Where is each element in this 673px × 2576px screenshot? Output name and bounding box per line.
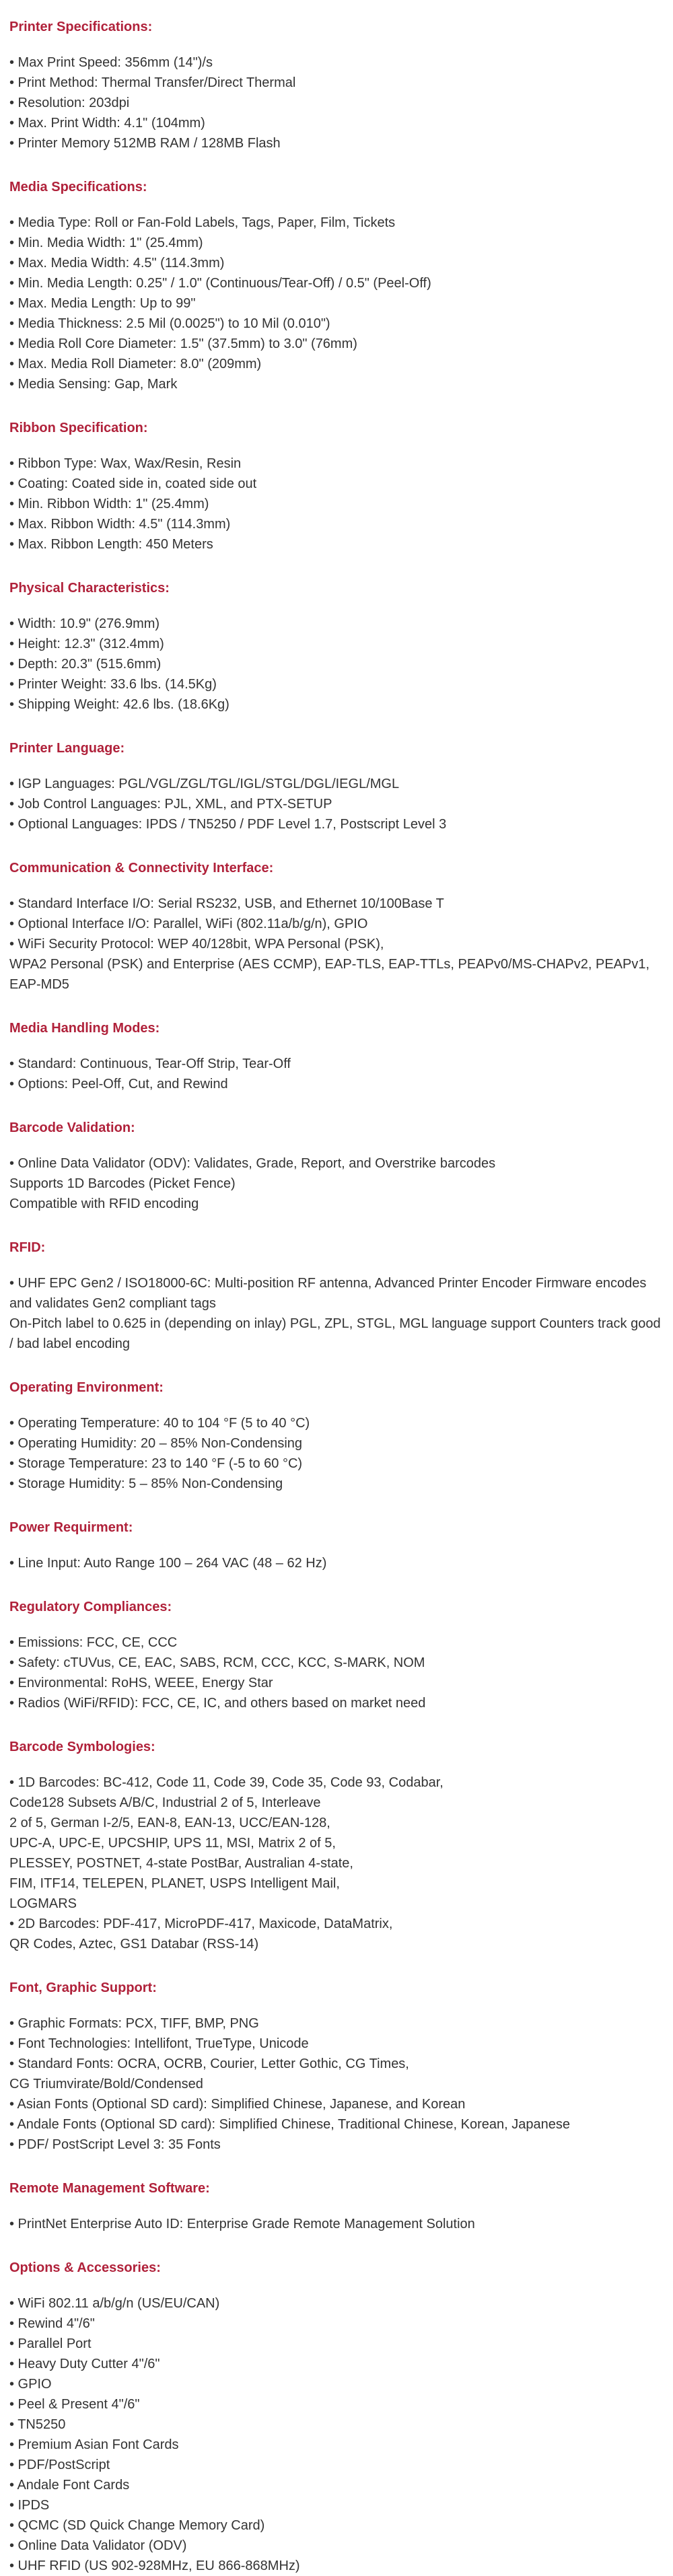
spec-line: • WiFi Security Protocol: WEP 40/128bit, WPA Personal (PSK), (9, 937, 384, 952)
spec-section (9, 1238, 664, 1354)
spec-line: Code128 Subsets A/B/C, Industrial 2 of 5, Interleave (9, 1795, 321, 1810)
section-lines (9, 1054, 664, 1094)
spec-line: • TN5250 (9, 2417, 66, 2432)
spec-line: • Graphic Formats: PCX, TIFF, BMP, PNG (9, 2016, 259, 2031)
section-lines (9, 2013, 664, 2155)
spec-line: • Radios (WiFi/RFID): FCC, CE, IC, and others based on market need (9, 1696, 426, 1711)
spec-section (9, 739, 664, 834)
spec-line: • Depth: 20.3" (515.6mm) (9, 657, 162, 672)
section-heading: RFID: (9, 1240, 46, 1255)
spec-line: • Online Data Validator (ODV) (9, 2538, 187, 2553)
spec-section (9, 1978, 664, 2155)
section-lines (9, 614, 664, 715)
spec-section (9, 419, 664, 554)
section-heading: Remote Management Software: (9, 2181, 210, 2196)
spec-section (9, 1378, 664, 1494)
spec-section (9, 579, 664, 715)
spec-line: • WiFi 802.11 a/b/g/n (US/EU/CAN) (9, 2296, 220, 2311)
spec-line: • Online Data Validator (ODV): Validates, Grade, Report, and Overstrike barcodes (9, 1156, 496, 1171)
spec-line: • Line Input: Auto Range 100 – 264 VAC (48 – 62 Hz) (9, 1556, 327, 1571)
spec-section (9, 2258, 664, 2576)
spec-line: • Print Method: Thermal Transfer/Direct Thermal (9, 75, 296, 90)
section-lines (9, 213, 664, 394)
spec-line: • Optional Languages: IPDS / TN5250 / PDF Level 1.7, Postscript Level 3 (9, 817, 447, 832)
section-heading: Power Requirment: (9, 1520, 133, 1535)
section-lines (9, 454, 664, 554)
section-lines (9, 1553, 664, 1573)
spec-line: • Storage Humidity: 5 – 85% Non-Condensing (9, 1476, 283, 1491)
spec-line: • Emissions: FCC, CE, CCC (9, 1635, 178, 1650)
section-lines (9, 1633, 664, 1713)
spec-line: • Standard Fonts: OCRA, OCRB, Courier, Letter Gothic, CG Times, (9, 2056, 409, 2071)
spec-section (9, 1518, 664, 1573)
spec-line: • 1D Barcodes: BC-412, Code 11, Code 39, Code 35, Code 93, Codabar, (9, 1775, 444, 1790)
spec-line: • Operating Humidity: 20 – 85% Non-Condensing (9, 1436, 303, 1451)
spec-line: • Media Roll Core Diameter: 1.5" (37.5mm) to 3.0" (76mm) (9, 336, 357, 351)
spec-line: • Asian Fonts (Optional SD card): Simplified Chinese, Japanese, and Korean (9, 2097, 466, 2112)
spec-line: • IGP Languages: PGL/VGL/ZGL/TGL/IGL/STGL/DGL/IEGL/MGL (9, 777, 400, 791)
spec-line: • Min. Media Width: 1" (25.4mm) (9, 236, 203, 250)
spec-line: • UHF RFID (US 902-928MHz, EU 866-868MHz) (9, 2559, 300, 2573)
spec-section (9, 178, 664, 394)
spec-line: • Max. Ribbon Length: 450 Meters (9, 537, 213, 552)
spec-line: Supports 1D Barcodes (Picket Fence) (9, 1176, 236, 1191)
section-heading: Printer Specifications: (9, 20, 153, 34)
spec-section (9, 17, 664, 153)
section-lines (9, 774, 664, 834)
section-lines (9, 1773, 664, 1954)
spec-line: • Shipping Weight: 42.6 lbs. (18.6Kg) (9, 697, 229, 712)
section-heading: Options & Accessories: (9, 2260, 161, 2275)
section-lines (9, 894, 664, 995)
section-heading: Operating Environment: (9, 1380, 164, 1395)
spec-line: • Premium Asian Font Cards (9, 2437, 179, 2452)
section-heading: Media Specifications: (9, 180, 147, 194)
spec-section (9, 1118, 664, 1214)
spec-line: • Standard Interface I/O: Serial RS232, USB, and Ethernet 10/100Base T (9, 896, 444, 911)
spec-line: Compatible with RFID encoding (9, 1196, 199, 1211)
spec-line: • Peel & Present 4"/6" (9, 2397, 140, 2412)
spec-line: • Max. Ribbon Width: 4.5" (114.3mm) (9, 517, 231, 532)
spec-line: • PrintNet Enterprise Auto ID: Enterprise Grade Remote Management Solution (9, 2217, 475, 2231)
spec-line: • Width: 10.9" (276.9mm) (9, 616, 160, 631)
section-heading: Printer Language: (9, 741, 125, 756)
spec-line: 2 of 5, German I-2/5, EAN-8, EAN-13, UCC/EAN-128, (9, 1816, 330, 1830)
section-heading: Barcode Validation: (9, 1120, 135, 1135)
spec-line: • QCMC (SD Quick Change Memory Card) (9, 2518, 265, 2533)
spec-line: • Media Sensing: Gap, Mark (9, 377, 178, 392)
spec-line: LOGMARS (9, 1896, 77, 1911)
spec-line: • Min. Ribbon Width: 1" (25.4mm) (9, 497, 209, 511)
spec-line: CG Triumvirate/Bold/Condensed (9, 2077, 203, 2091)
spec-line: QR Codes, Aztec, GS1 Databar (RSS-14) (9, 1937, 259, 1952)
spec-section (9, 1598, 664, 1713)
spec-line: • Heavy Duty Cutter 4"/6" (9, 2357, 160, 2371)
spec-line: • Andale Fonts (Optional SD card): Simplified Chinese, Traditional Chinese, Korean, Japanese (9, 2117, 571, 2132)
spec-line: • Resolution: 203dpi (9, 96, 130, 110)
spec-line: On-Pitch label to 0.625 in (depending on inlay) PGL, ZPL, STGL, MGL language support Counters track good / bad label encoding (9, 1316, 661, 1351)
spec-section (9, 1019, 664, 1094)
spec-line: • Optional Interface I/O: Parallel, WiFi (802.11a/b/g/n), GPIO (9, 917, 368, 931)
spec-line: PLESSEY, POSTNET, 4-state PostBar, Australian 4-state, (9, 1856, 353, 1871)
section-lines (9, 52, 664, 153)
spec-line: • Max. Media Length: Up to 99" (9, 296, 196, 311)
spec-line: • Safety: cTUVus, CE, EAC, SABS, RCM, CCC, KCC, S-MARK, NOM (9, 1655, 425, 1670)
section-heading: Physical Characteristics: (9, 581, 170, 596)
spec-line: • Operating Temperature: 40 to 104 °F (5 to 40 °C) (9, 1416, 310, 1431)
spec-line: • Andale Font Cards (9, 2478, 130, 2493)
spec-line: • Max. Print Width: 4.1" (104mm) (9, 116, 205, 131)
spec-line: • Height: 12.3" (312.4mm) (9, 637, 164, 651)
section-heading: Font, Graphic Support: (9, 1980, 157, 1995)
spec-section (9, 859, 664, 995)
spec-section (9, 1738, 664, 1954)
spec-line: • PDF/PostScript (9, 2458, 110, 2472)
spec-line: • Storage Temperature: 23 to 140 °F (-5 to 60 °C) (9, 1456, 303, 1471)
spec-line: FIM, ITF14, TELEPEN, PLANET, USPS Intelligent Mail, (9, 1876, 340, 1891)
spec-line: • GPIO (9, 2377, 52, 2392)
spec-section (9, 2179, 664, 2234)
spec-line: • Standard: Continuous, Tear-Off Strip, Tear-Off (9, 1057, 291, 1071)
spec-line: • Printer Memory 512MB RAM / 128MB Flash (9, 136, 281, 151)
section-heading: Communication & Connectivity Interface: (9, 861, 274, 875)
spec-line: UPC-A, UPC-E, UPCSHIP, UPS 11, MSI, Matrix 2 of 5, (9, 1836, 336, 1851)
spec-line: • Ribbon Type: Wax, Wax/Resin, Resin (9, 456, 242, 471)
spec-line: • PDF/ PostScript Level 3: 35 Fonts (9, 2137, 221, 2152)
spec-line: • Rewind 4"/6" (9, 2316, 95, 2331)
spec-line: • Media Thickness: 2.5 Mil (0.0025") to 10 Mil (0.010") (9, 316, 330, 331)
section-lines (9, 2214, 664, 2234)
spec-line: • Media Type: Roll or Fan-Fold Labels, Tags, Paper, Film, Tickets (9, 215, 396, 230)
spec-line: • Max Print Speed: 356mm (14")/s (9, 55, 213, 70)
spec-line: • UHF EPC Gen2 / ISO18000-6C: Multi-position RF antenna, Advanced Printer Encoder Firmware encodes and validates Gen2 compliant tags (9, 1276, 647, 1311)
section-lines (9, 1413, 664, 1494)
section-heading: Barcode Symbologies: (9, 1740, 155, 1754)
spec-line: • Max. Media Width: 4.5" (114.3mm) (9, 256, 225, 271)
section-lines (9, 1153, 664, 1214)
spec-line: • Options: Peel-Off, Cut, and Rewind (9, 1077, 228, 1092)
spec-line: • 2D Barcodes: PDF-417, MicroPDF-417, Maxicode, DataMatrix, (9, 1917, 393, 1931)
section-lines (9, 1273, 664, 1354)
section-heading: Media Handling Modes: (9, 1021, 160, 1036)
section-heading: Ribbon Specification: (9, 421, 148, 435)
spec-line: • Coating: Coated side in, coated side out (9, 476, 257, 491)
spec-line: • Max. Media Roll Diameter: 8.0" (209mm) (9, 357, 262, 371)
spec-line: • IPDS (9, 2498, 50, 2513)
spec-line: • Job Control Languages: PJL, XML, and PTX-SETUP (9, 797, 332, 812)
section-heading: Regulatory Compliances: (9, 1600, 172, 1614)
spec-line: • Printer Weight: 33.6 lbs. (14.5Kg) (9, 677, 217, 692)
spec-line: • Parallel Port (9, 2336, 92, 2351)
section-lines (9, 2293, 664, 2576)
spec-line: • Min. Media Length: 0.25" / 1.0" (Continuous/Tear-Off) / 0.5" (Peel-Off) (9, 276, 431, 291)
spec-line: WPA2 Personal (PSK) and Enterprise (AES CCMP), EAP-TLS, EAP-TTLs, PEAPv0/MS-CHAPv2, PEAPv1, EAP-MD5 (9, 957, 650, 992)
spec-line: • Font Technologies: Intellifont, TrueType, Unicode (9, 2036, 309, 2051)
spec-line: • Environmental: RoHS, WEEE, Energy Star (9, 1676, 273, 1690)
